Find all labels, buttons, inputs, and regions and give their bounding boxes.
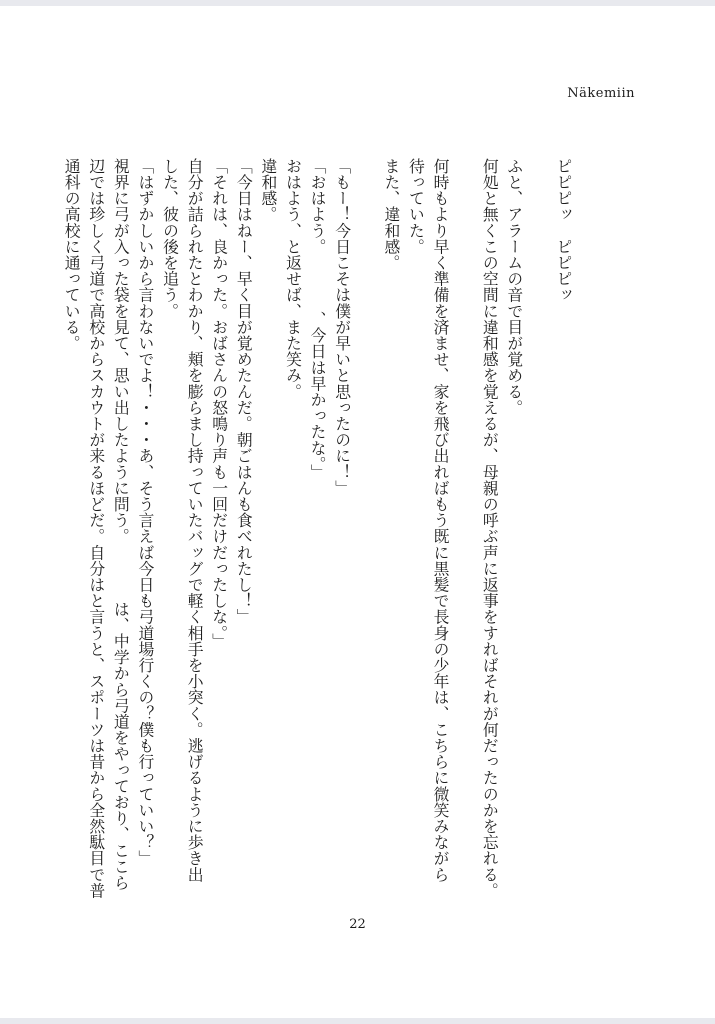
text-line: 何処と無くこの空間に違和感を覚えるが、母親の呼ぶ声に返事をすればそれが何だったのかを忘れる。 (480, 158, 500, 899)
running-header: Näkemiin (567, 86, 635, 101)
text-line: 何時もより早く準備を済ませ、家を飛び出ればもう既に黒髪で長身の少年は、こちらに微笑みながら (431, 158, 451, 883)
text-line: ピピピッ ピピピッ (554, 158, 573, 303)
page-number: 22 (349, 917, 366, 932)
text-line: ふと、アラームの音で目が覚める。 (504, 158, 524, 416)
text-line: 「それは、良かった。おばさんの怒鳴り声も一回だけだったしな。」 (209, 158, 229, 650)
text-line: 辺では珍しく弓道で高校からスカウトが来るほどだ。自分はと言うと、スポーツは昔から全然駄目で普 (86, 158, 106, 899)
text-line: 待っていた。 (406, 158, 426, 255)
text-line (452, 158, 477, 898)
text-line: おはよう、と返せば、また笑み。 (283, 158, 303, 400)
text-line: 自分が詰られたとわかり、頬を膨らまし持っていたバッグで軽く相手を小突く。逃げるように歩き出 (185, 158, 205, 883)
text-line: 「今日はねー、早く目が覚めたんだ。朝ごはんも食べれたし！」 (234, 158, 254, 625)
text-line: 「もー！今日こそは僕が早いと思ったのに！」 (332, 158, 352, 497)
text-line: 視界に弓が入った袋を見て、思い出したように問う。 は、中学から弓道をやっており、ここら (111, 158, 131, 891)
text-line: 通科の高校に通っている。 (62, 158, 82, 352)
book-page (0, 6, 715, 1018)
text-line: 「はずかしいから言わないでよ！・・・あ、そう言えば今日も弓道場行くの？僕も行っていい？」 (135, 158, 155, 867)
text-line: また、違和感。 (381, 158, 401, 271)
text-line (354, 158, 379, 898)
text-line: 「おはよう。 、今日は早かったな。」 (308, 158, 328, 481)
text-line: した、彼の後を追う。 (160, 158, 180, 319)
text-line (526, 158, 551, 898)
vertical-body-text (59, 158, 575, 898)
text-line: 違和感。 (258, 158, 278, 223)
